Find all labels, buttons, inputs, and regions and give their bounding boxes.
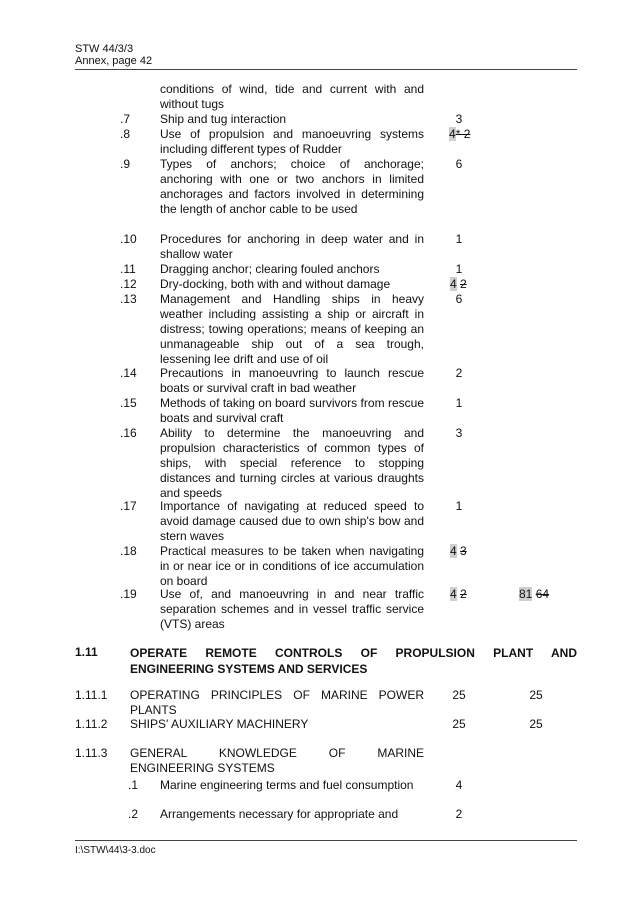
- item-idx: .1: [128, 778, 139, 792]
- item-hours: [449, 127, 470, 141]
- subsection-hours: 25: [452, 688, 466, 702]
- section-title-line1: OPERATE REMOTE CONTROLS OF PROPULSION PLANT AND: [130, 646, 577, 660]
- subsection-total: 25: [529, 688, 543, 702]
- item-text: Procedures for anchoring in deep water and in shallow water: [160, 232, 424, 261]
- item-idx: .9: [120, 157, 131, 171]
- item-idx: .12: [120, 277, 137, 291]
- page-label: Annex, page 42: [75, 55, 153, 67]
- item-text: Dragging anchor; clearing fouled anchors: [160, 262, 380, 276]
- item-text: Methods of taking on board survivors from rescue boats and survival craft: [160, 396, 424, 425]
- subsection-text: GENERAL KNOWLEDGE OF MARINE ENGINEERING SYSTEMS: [130, 746, 424, 775]
- item-text: Use of, and manoeuvring in and near traffic separation schemes and in vessel traffic service (VTS) areas: [160, 587, 424, 631]
- section-total: [519, 587, 549, 601]
- item-hours: [450, 587, 467, 601]
- subsection-text: OPERATING PRINCIPLES OF MARINE POWER PLANTS: [130, 688, 424, 717]
- item-hours: 1: [455, 396, 463, 410]
- item-text: Ability to determine the manoeuvring and propulsion characteristics of common types of ships, with special reference to stopping distances and turning circles at various draughts and speeds: [160, 426, 424, 500]
- item-idx: .11: [120, 262, 136, 276]
- subsection-number: 1.11.2: [75, 717, 108, 731]
- item-text: Dry-docking, both with and without damage: [160, 277, 391, 291]
- hours-old: 2: [460, 277, 467, 291]
- item-hours: 2: [455, 807, 463, 821]
- item-idx: .19: [120, 587, 137, 601]
- subsection-total: 25: [529, 717, 543, 731]
- item-idx: .2: [128, 807, 139, 821]
- subsection-number: 1.11.3: [75, 746, 108, 760]
- item-text: Practical measures to be taken when navigating in or near ice or in conditions of ice accumulation on board: [160, 544, 424, 588]
- item-idx: .13: [120, 292, 137, 306]
- hours-new: 4: [450, 277, 457, 291]
- hours-new: 4: [450, 544, 457, 558]
- item-text: Ship and tug interaction: [160, 112, 287, 126]
- footer-rule: [75, 840, 577, 841]
- item-text: Precautions in manoeuvring to launch rescue boats or survival craft in bad weather: [160, 366, 424, 395]
- item-idx: .15: [120, 396, 137, 410]
- hours-old: * 2: [455, 127, 471, 141]
- item-text: Marine engineering terms and fuel consumption: [160, 778, 414, 792]
- subsection-number: 1.11.1: [75, 688, 108, 702]
- hours-new: 4: [450, 587, 457, 601]
- item-idx: .8: [120, 127, 131, 141]
- total-new: 81: [519, 587, 533, 601]
- item-text-cont: conditions of wind, tide and current with and without tugs: [160, 82, 424, 111]
- item-hours: 1: [455, 499, 463, 513]
- item-hours: 6: [455, 292, 463, 306]
- item-text: Use of propulsion and manoeuvring systems including different types of Rudder: [160, 127, 424, 156]
- item-hours: 1: [455, 232, 463, 246]
- header-rule: [75, 69, 577, 70]
- doc-ref: STW 44/3/3: [75, 43, 134, 55]
- item-hours: [450, 277, 467, 291]
- hours-old: 3: [460, 544, 467, 558]
- item-idx: .16: [120, 426, 137, 440]
- section-number: 1.11: [75, 645, 98, 659]
- item-idx: .17: [120, 499, 137, 513]
- total-old: 64: [535, 587, 550, 601]
- hours-old: 2: [460, 587, 467, 601]
- item-hours: 6: [455, 157, 463, 171]
- subsection-hours: 25: [452, 717, 466, 731]
- footer-path: I:\STW\44\3-3.doc: [75, 845, 156, 856]
- item-idx: .7: [120, 112, 131, 126]
- item-idx: .10: [120, 232, 137, 246]
- item-text: Types of anchors; choice of anchorage; anchoring with one or two anchors in limited anchorages and factors involved in determining the length of anchor cable to be used: [160, 157, 424, 216]
- item-hours: 3: [455, 426, 463, 440]
- item-hours: 1: [455, 262, 463, 276]
- item-hours: [450, 544, 467, 558]
- section-title: [130, 645, 577, 677]
- item-idx: .18: [120, 544, 137, 558]
- item-hours: 2: [455, 366, 463, 380]
- item-text: Arrangements necessary for appropriate and: [160, 807, 399, 821]
- item-text: Importance of navigating at reduced speed to avoid damage caused due to own ship's bow and stern waves: [160, 499, 424, 543]
- item-idx: .14: [120, 366, 137, 380]
- item-hours: 3: [455, 112, 463, 126]
- subsection-text: SHIPS' AUXILIARY MACHINERY: [130, 717, 309, 731]
- hours-new: 4: [449, 127, 456, 141]
- section-title-line2: ENGINEERING SYSTEMS AND SERVICES: [130, 662, 368, 676]
- item-text: Management and Handling ships in heavy weather including assisting a ship or aircraft in distress; towing operations; means of keeping an unmanageable ship out of a sea trough, lessening lee drift and use of oil: [160, 292, 424, 366]
- page-header: [75, 43, 152, 67]
- item-hours: 4: [455, 778, 463, 792]
